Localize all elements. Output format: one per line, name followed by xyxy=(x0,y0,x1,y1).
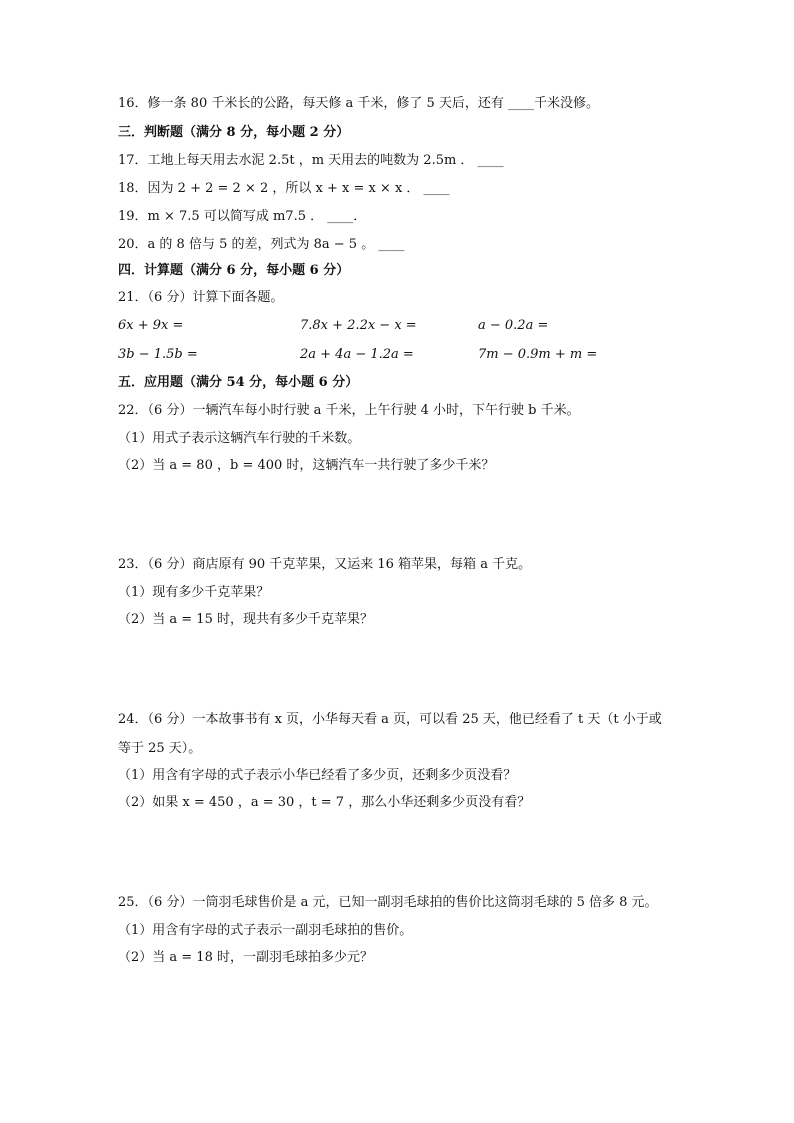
question-17: 17．工地上每天用去水泥 2.5t ，m 天用去的吨数为 2.5m ． ____ xyxy=(118,153,504,168)
question-22-part-2: （2）当 a = 80 ，b = 400 时，这辆汽车一共行驶了多少千米？ xyxy=(118,458,495,473)
calc-item: a − 0.2a = xyxy=(478,318,549,333)
calc-row-2 xyxy=(118,346,678,364)
question-19: 19．m × 7.5 可以简写成 m7.5 ． ____． xyxy=(118,209,367,224)
question-20: 20．a 的 8 倍与 5 的差，列式为 8a − 5 。 ____ xyxy=(118,237,405,252)
calc-item: 7m − 0.9m + m = xyxy=(478,347,598,362)
calc-item: 7.8x + 2.2x − x = xyxy=(300,318,417,333)
question-25-part-2: （2）当 a = 18 时，一副羽毛球拍多少元？ xyxy=(118,950,373,965)
question-22: 22．（6 分）一辆汽车每小时行驶 a 千米，上午行驶 4 小时，下午行驶 b 千米。 xyxy=(118,403,580,418)
section-3-heading: 三．判断题（满分 8 分，每小题 2 分） xyxy=(118,125,350,140)
calc-item: 2a + 4a − 1.2a = xyxy=(300,347,414,362)
question-23-part-2: （2）当 a = 15 时，现共有多少千克苹果？ xyxy=(118,612,373,627)
question-24-part-1: （1）用含有字母的式子表示小华已经看了多少页，还剩多少页没看？ xyxy=(118,768,517,783)
question-24-continued: 等于 25 天）。 xyxy=(118,741,202,756)
section-4-heading: 四．计算题（满分 6 分，每小题 6 分） xyxy=(118,263,350,278)
question-25: 25．（6 分）一筒羽毛球售价是 a 元，已知一副羽毛球拍的售价比这筒羽毛球的 5 倍多 8 元。 xyxy=(118,895,658,910)
section-5-heading: 五．应用题（满分 54 分，每小题 6 分） xyxy=(118,375,359,390)
question-24-part-2: （2）如果 x = 450 ，a = 30 ，t = 7 ，那么小华还剩多少页没有看？ xyxy=(118,795,531,810)
question-22-part-1: （1）用式子表示这辆汽车行驶的千米数。 xyxy=(118,431,361,446)
question-25-part-1: （1）用含有字母的式子表示一副羽毛球拍的售价。 xyxy=(118,923,413,938)
question-24: 24．（6 分）一本故事书有 x 页，小华每天看 a 页，可以看 25 天，他已经看了 t 天（t 小于或 xyxy=(118,712,662,727)
calc-row-1 xyxy=(118,317,678,335)
question-18: 18．因为 2 + 2 = 2 × 2 ，所以 x + x = x × x ． ____ xyxy=(118,181,450,196)
question-21: 21．（6 分）计算下面各题。 xyxy=(118,290,284,305)
calc-item: 3b − 1.5b = xyxy=(118,347,198,362)
calc-item: 6x + 9x = xyxy=(118,318,184,333)
question-16: 16．修一条 80 千米长的公路，每天修 a 千米，修了 5 天后，还有 ____千米没修。 xyxy=(118,96,600,111)
question-23: 23．（6 分）商店原有 90 千克苹果，又运来 16 箱苹果，每箱 a 千克。 xyxy=(118,557,532,572)
question-23-part-1: （1）现有多少千克苹果？ xyxy=(118,585,270,600)
